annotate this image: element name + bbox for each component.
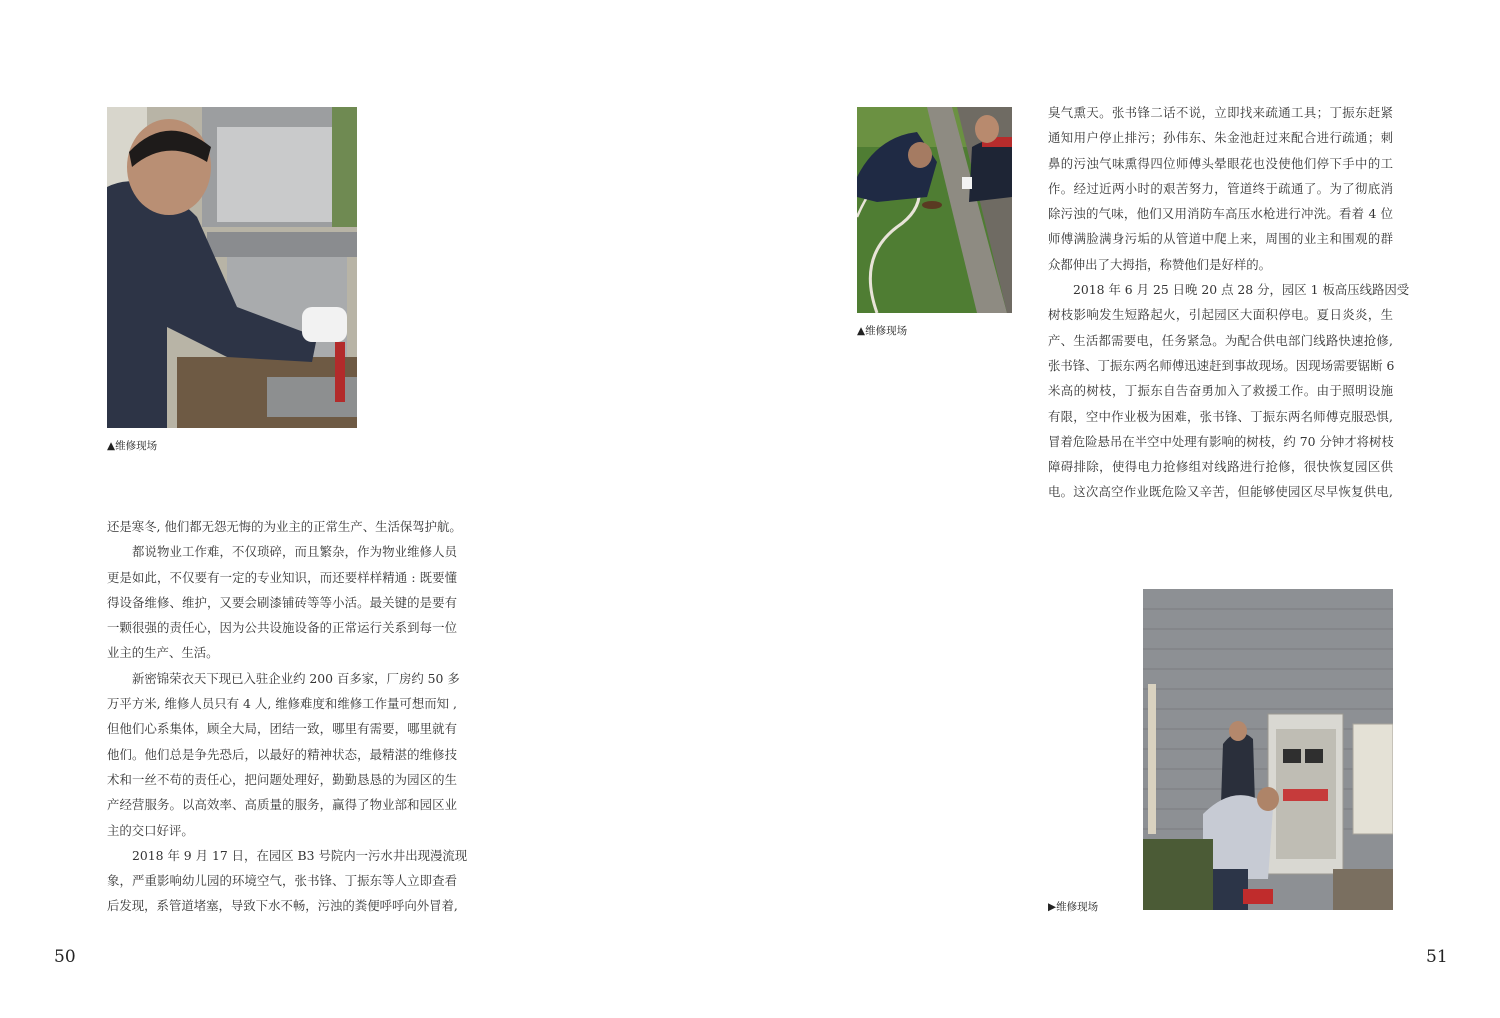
paragraph-line: 作。经过近两小时的艰苦努力，管道终于疏通了。为了彻底消 (1048, 180, 1393, 196)
repair-photo-electrical-image (1143, 589, 1393, 910)
paragraph-line: 一颗很强的责任心，因为公共设施设备的正常运行关系到每一位 (107, 620, 457, 636)
photo-caption-left: ▲维修现场 (107, 440, 158, 452)
paragraph-line: 业主的生产、生活。 (107, 645, 219, 661)
paragraph-line: 通知用户停止排污；孙伟东、朱金池赶过来配合进行疏通；刺 (1048, 130, 1393, 146)
paragraph-line: 都说物业工作难，不仅琐碎，而且繁杂，作为物业维修人员 (132, 544, 457, 560)
paragraph-line: 除污浊的气味，他们又用消防车高压水枪进行冲洗。看着 4 位 (1048, 206, 1393, 222)
page-number-right: 51 (1426, 947, 1448, 967)
paragraph-line: 电。这次高空作业既危险又辛苦，但能够使园区尽早恢复供电, (1048, 484, 1393, 500)
right-body-text (1048, 100, 1410, 505)
paragraph-line: 得设备维修、维护，又要会刷漆铺砖等等小活。最关键的是要有 (107, 594, 457, 610)
paragraph-line: 师傅满脸满身污垢的从管道中爬上来，周围的业主和围观的群 (1048, 231, 1393, 247)
left-body-text (107, 514, 468, 919)
paragraph-line: 后发现，系管道堵塞，导致下水不畅，污浊的粪便呼呼向外冒着, (107, 898, 458, 914)
repair-photo-kitchen-image (107, 107, 357, 428)
paragraph-line: 2018 年 6 月 25 日晚 20 点 28 分，园区 1 板高压线路因受 (1073, 282, 1410, 298)
page-number-left: 50 (54, 947, 76, 967)
photo-caption-right-top: ▲维修现场 (857, 325, 908, 337)
paragraph-line: 树枝影响发生短路起火，引起园区大面积停电。夏日炎炎，生 (1048, 307, 1393, 323)
paragraph-line: 产经营服务。以高效率、高质量的服务，赢得了物业部和园区业 (107, 797, 457, 813)
paragraph-line: 产、生活都需要电，任务紧急。为配合供电部门线路快速抢修, (1048, 332, 1393, 348)
paragraph-line: 臭气熏天。张书锋二话不说，立即找来疏通工具；丁振东赶紧 (1048, 105, 1393, 120)
paragraph-line: 还是寒冬, 他们都无怨无悔的为业主的正常生产、生活保驾护航。 (107, 519, 462, 534)
paragraph-line: 新密锦荣衣天下现已入驻企业约 200 百多家，厂房约 50 多 (132, 670, 460, 686)
paragraph-line: 鼻的污浊气味熏得四位师傅头晕眼花也没使他们停下手中的工 (1048, 155, 1393, 171)
repair-photo-kitchen (107, 107, 357, 428)
paragraph-line: 众都伸出了大拇指，称赞他们是好样的。 (1048, 256, 1272, 272)
paragraph-line: 障碍排除，使得电力抢修组对线路进行抢修，很快恢复园区供 (1048, 459, 1393, 475)
paragraph-line: 更是如此，不仅要有一定的专业知识，而还要样样精通 : 既要懂 (107, 569, 457, 585)
paragraph-line: 米高的树枝，丁振东自告奋勇加入了救援工作。由于照明设施 (1048, 383, 1393, 399)
paragraph-line: 他们。他们总是争先恐后，以最好的精神状态，最精湛的维修技 (107, 746, 457, 762)
photo-caption-right-bottom: ▶维修现场 (1048, 901, 1099, 913)
paragraph-line: 万平方米, 维修人员只有 4 人, 维修难度和维修工作量可想而知 , (107, 696, 457, 712)
paragraph-line: 张书锋、丁振东两名师傅迅速赶到事故现场。因现场需要锯断 6 (1048, 357, 1395, 373)
paragraph-line: 术和一丝不苟的责任心，把问题处理好，勤勤恳恳的为园区的生 (107, 771, 457, 787)
repair-photo-lawn (857, 107, 1012, 313)
paragraph-line: 但他们心系集体，顾全大局，团结一致，哪里有需要，哪里就有 (107, 721, 457, 737)
repair-photo-lawn-image (857, 107, 1012, 313)
paragraph-line: 象，严重影响幼儿园的环境空气，张书锋、丁振东等人立即查看 (107, 873, 457, 889)
paragraph-line: 冒着危险悬吊在半空中处理有影响的树枝，约 70 分钟才将树枝 (1048, 433, 1394, 449)
paragraph-line: 有限，空中作业极为困难，张书锋、丁振东两名师傅克服恐惧, (1048, 408, 1393, 424)
repair-photo-electrical (1143, 589, 1393, 910)
paragraph-line: 主的交口好评。 (107, 822, 194, 838)
paragraph-line: 2018 年 9 月 17 日，在园区 B3 号院内一污水井出现漫流现 (132, 847, 468, 863)
